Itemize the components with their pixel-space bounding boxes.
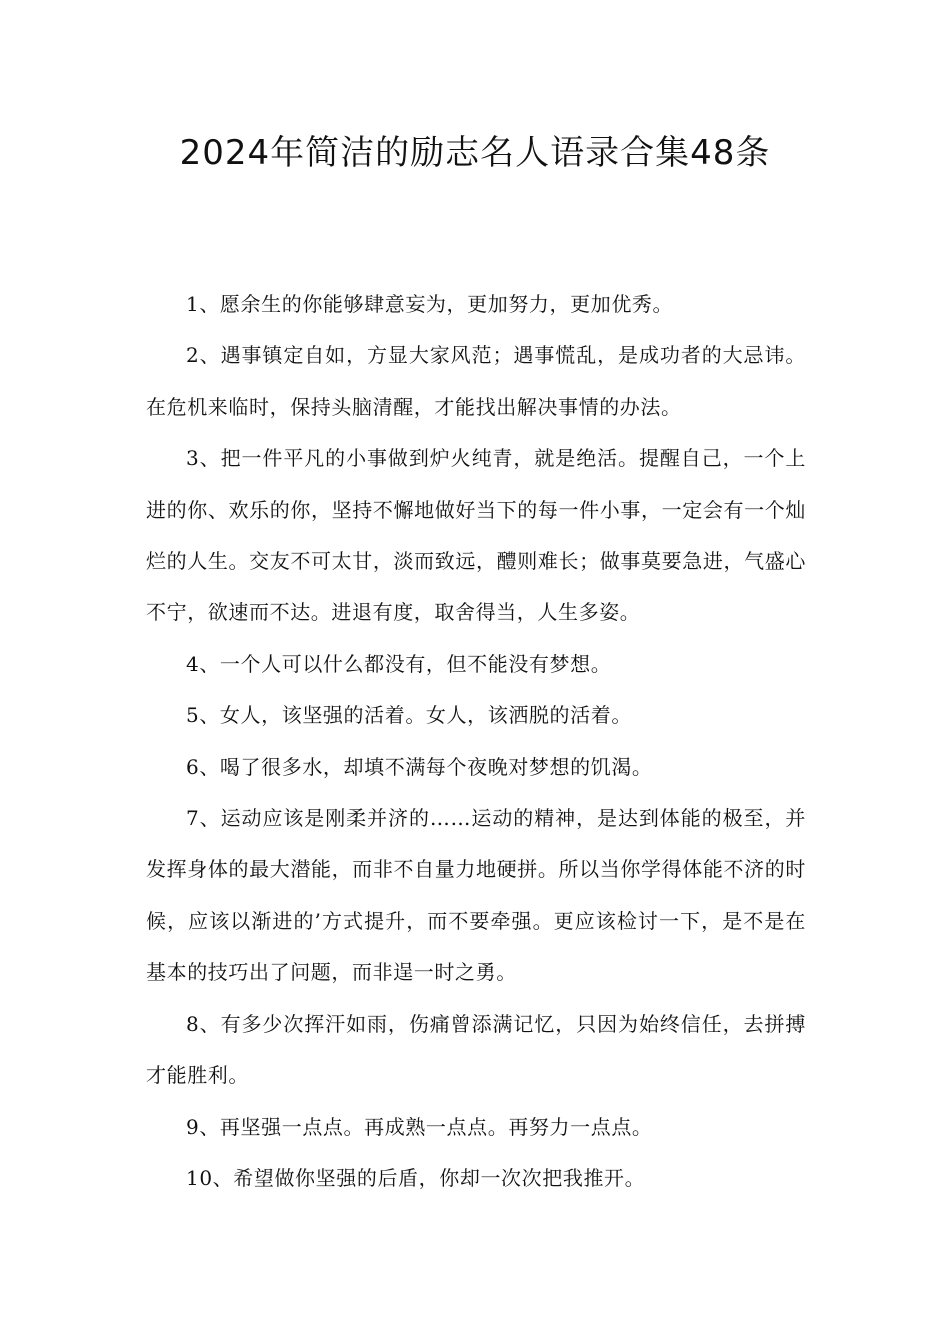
quote-paragraph-3: 3、把一件平凡的小事做到炉火纯青，就是绝活。提醒自己，一个上进的你、欢乐的你，坚持不懈地做好当下的每一件小事，一定会有一个灿烂的人生。交友不可太甘，淡而致远，醴则难长；做事莫要急进，气盛心不宁，欲速而不达。进退有度，取舍得当，人生多姿。 <box>146 446 806 625</box>
quote-paragraph-1: 1、愿余生的你能够肆意妄为，更加努力，更加优秀。 <box>186 292 674 316</box>
quote-paragraph-9: 9、再坚强一点点。再成熟一点点。再努力一点点。 <box>186 1114 653 1139</box>
quote-paragraph-6: 6、喝了很多水，却填不满每个夜晚对梦想的饥渴。 <box>186 754 653 779</box>
document-body <box>146 279 806 1204</box>
document-title: 2024年简洁的励志名人语录合集48条 <box>179 133 771 173</box>
quote-paragraph-4: 4、一个人可以什么都没有，但不能没有梦想。 <box>186 651 612 676</box>
quote-paragraph-8: 8、有多少次挥汗如雨，伤痛曾添满记忆，只因为始终信任，去拼搏才能胜利。 <box>146 1011 806 1088</box>
quote-paragraph-7: 7、运动应该是刚柔并济的……运动的精神，是达到体能的极至，并发挥身体的最大潜能，而非不自量力地硬拼。所以当你学得体能不济的时候，应该以渐进的’方式提升，而不要牵强。更应该检讨一下，是不是在基本的技巧出了问题，而非逞一时之勇。 <box>146 806 806 985</box>
quote-paragraph-10: 10、希望做你坚强的后盾，你却一次次把我推开。 <box>186 1165 646 1190</box>
quote-paragraph-2: 2、遇事镇定自如，方显大家风范；遇事慌乱，是成功者的大忌讳。在危机来临时，保持头脑清醒，才能找出解决事情的办法。 <box>146 343 806 419</box>
quote-paragraph-5: 5、女人，该坚强的活着。女人，该洒脱的活着。 <box>186 703 632 728</box>
